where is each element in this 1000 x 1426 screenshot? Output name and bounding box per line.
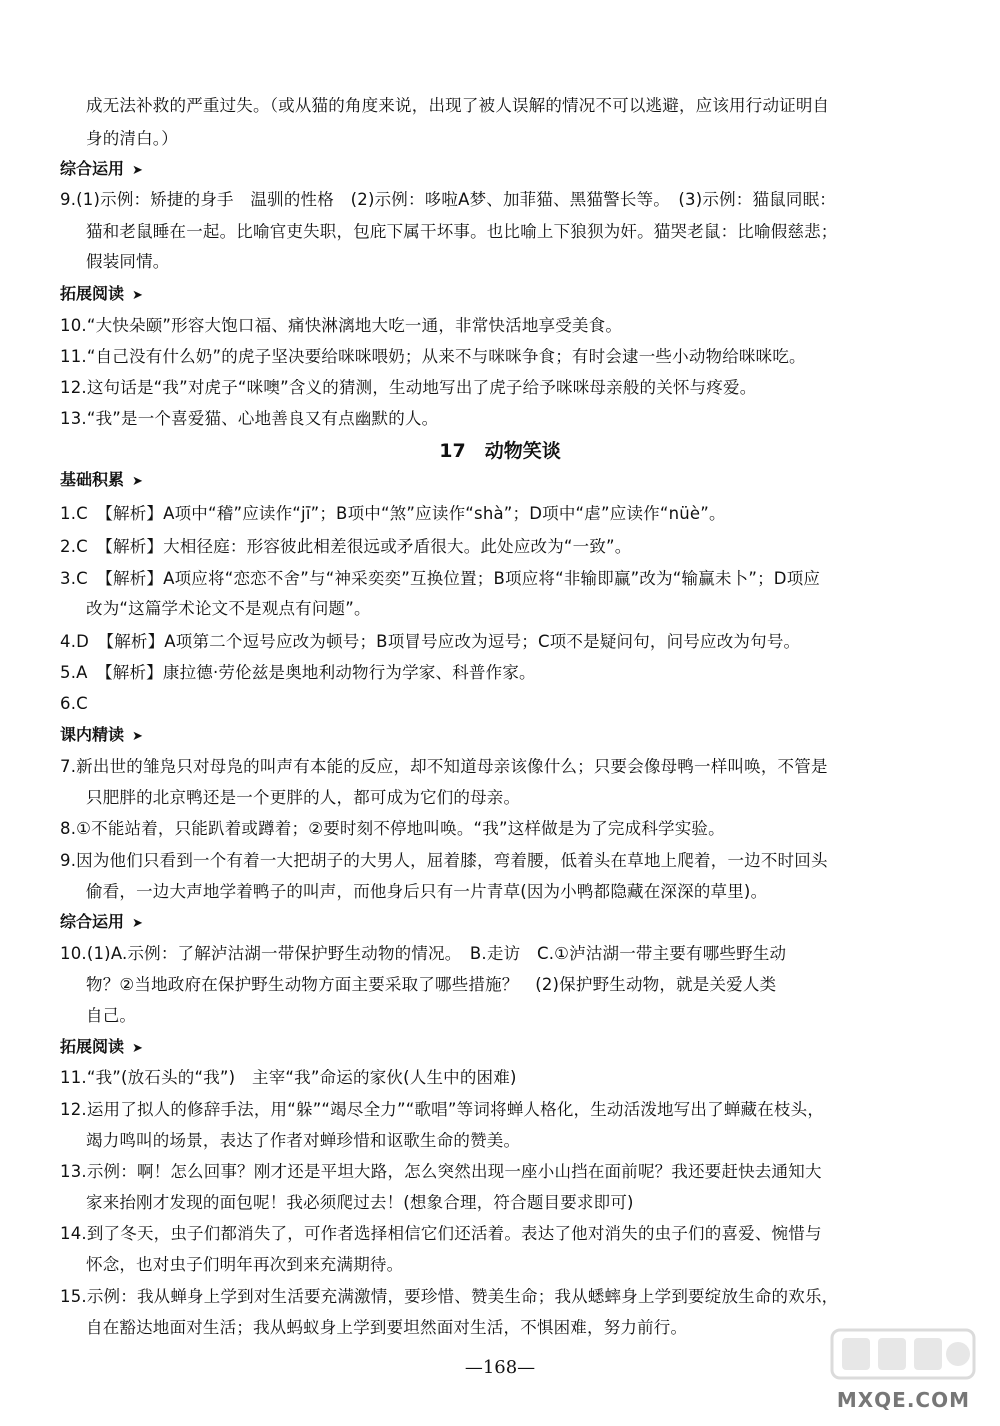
section-label: 综合运用 [60, 159, 125, 178]
answer-line: 11.“自己没有什么奶”的虎子坚决要给咪咪喂奶；从来不与咪咪争食；有时会逮一些小动物给咪咪吃。 [60, 347, 806, 366]
section-heading [60, 1037, 143, 1059]
answer-line: 自己。 [86, 1006, 137, 1025]
answer-line: 13.“我”是一个喜爱猫、心地善良又有点幽默的人。 [60, 409, 439, 428]
answer-line: 10.“大快朵颐”形容大饱口福、痛快淋漓地大吃一通，非常快活地享受美食。 [60, 316, 623, 335]
answer-line: 12.这句话是“我”对虎子“咪噢”含义的猜测，生动地写出了虎子给予咪咪母亲般的关怀与疼爱。 [60, 378, 757, 397]
answer-line: 身的清白。） [86, 129, 178, 148]
page-number: —168— [464, 1357, 536, 1378]
answer-line: 5.A 【解析】康拉德·劳伦兹是奥地利动物行为学家、科普作家。 [60, 663, 536, 682]
answer-line: 4.D 【解析】A项第二个逗号应改为顿号；B项冒号应改为逗号；C项不是疑问句，问号应改为句号。 [60, 632, 801, 651]
section-heading [60, 159, 143, 181]
answer-line: 13.示例：啊！怎么回事？刚才还是平坦大路，怎么突然出现一座小山挡在面前呢？我还要赶快去通知大 [60, 1162, 822, 1181]
lesson-title: 17 动物笑谈 [439, 440, 561, 462]
answer-line: 只肥胖的北京鸭还是一个更胖的人，都可成为它们的母亲。 [86, 788, 521, 807]
answer-line: 怀念，也对虫子们明年再次到来充满期待。 [86, 1255, 404, 1274]
answer-line: 改为“这篇学术论文不是观点有问题”。 [86, 599, 371, 618]
answer-line: 假装同情。 [86, 252, 170, 271]
watermark-text: MXQE.COM [836, 1388, 970, 1412]
answer-line: 8.①不能站着，只能趴着或蹲着；②要时刻不停地叫唤。“我”这样做是为了完成科学实验。 [60, 819, 725, 838]
chevron-right-icon: ➤ [132, 474, 143, 489]
chevron-right-icon: ➤ [132, 163, 143, 178]
answer-line: 3.C 【解析】A项应将“恋恋不舍”与“神采奕奕”互换位置；B项应将“非输即赢”改为“输赢未卜”；D项应 [60, 569, 821, 588]
section-label: 课内精读 [60, 725, 125, 744]
answer-line: 6.C [60, 694, 88, 713]
section-heading [60, 912, 143, 934]
chevron-right-icon: ➤ [132, 1041, 143, 1056]
section-heading [60, 284, 143, 306]
chevron-right-icon: ➤ [132, 288, 143, 303]
answer-line: 11.“我”(放石头的“我”) 主宰“我”命运的家伙(人生中的困难) [60, 1068, 517, 1087]
answer-line: 10.(1)A.示例：了解泸沽湖一带保护野生动物的情况。 B.走访 C.①泸沽湖一带主要有哪些野生动 [60, 944, 787, 963]
section-label: 拓展阅读 [60, 1037, 125, 1056]
answer-line: 9.因为他们只看到一个有着一大把胡子的大男人，屈着膝，弯着腰，低着头在草地上爬着，一边不时回头 [60, 851, 828, 870]
section-heading [60, 470, 143, 492]
answer-line: 自在豁达地面对生活；我从蚂蚁身上学到要坦然面对生活，不惧困难，努力前行。 [86, 1318, 688, 1337]
answer-line: 9.(1)示例：矫捷的身手 温驯的性格 (2)示例：哆啦A梦、加菲猫、黑猫警长等。 (3)示例：猫鼠同眠： [60, 190, 836, 209]
answer-line: 7.新出世的雏凫只对母凫的叫声有本能的反应，却不知道母亲该像什么；只要会像母鸭一样叫唤，不管是 [60, 757, 828, 776]
section-label: 拓展阅读 [60, 284, 125, 303]
answer-line: 14.到了冬天，虫子们都消失了，可作者选择相信它们还活着。表达了他对消失的虫子们的喜爱、惋惜与 [60, 1224, 822, 1243]
answer-line: 2.C 【解析】大相径庭：形容彼此相差很远或矛盾很大。此处应改为“一致”。 [60, 537, 632, 556]
answer-line: 1.C 【解析】A项中“稽”应读作“jī”；B项中“煞”应读作“shà”；D项中“虐”应读作“nüè”。 [60, 504, 726, 523]
chevron-right-icon: ➤ [132, 729, 143, 744]
answer-line: 物？②当地政府在保护野生动物方面主要采取了哪些措施？ (2)保护野生动物，就是关爱人类 [86, 975, 777, 994]
answer-line: 偷看，一边大声地学着鸭子的叫声，而他身后只有一片青草(因为小鸭都隐藏在深深的草里)。 [86, 882, 768, 901]
chevron-right-icon: ➤ [132, 916, 143, 931]
answer-line: 竭力鸣叫的场景，表达了作者对蝉珍惜和讴歌生命的赞美。 [86, 1131, 521, 1150]
answer-line: 12.运用了拟人的修辞手法，用“躲”“竭尽全力”“歌唱”等词将蝉人格化，生动活泼地写出了蝉藏在枝头， [60, 1100, 825, 1119]
answer-line: 猫和老鼠睡在一起。比喻官吏失职，包庇下属干坏事。也比喻上下狼狈为奸。猫哭老鼠：比喻假慈悲； [86, 222, 838, 241]
section-heading [60, 725, 143, 747]
section-label: 基础积累 [60, 470, 125, 489]
answer-line: 家来抬刚才发现的面包呢！我必须爬过去！(想象合理，符合题目要求即可) [86, 1193, 634, 1212]
answer-line: 成无法补救的严重过失。（或从猫的角度来说，出现了被人误解的情况不可以逃避，应该用行动证明自 [86, 96, 830, 115]
section-label: 综合运用 [60, 912, 125, 931]
answer-line: 15.示例：我从蝉身上学到对生活要充满激情，要珍惜、赞美生命；我从蟋蟀身上学到要绽放生命的欢乐， [60, 1287, 839, 1306]
